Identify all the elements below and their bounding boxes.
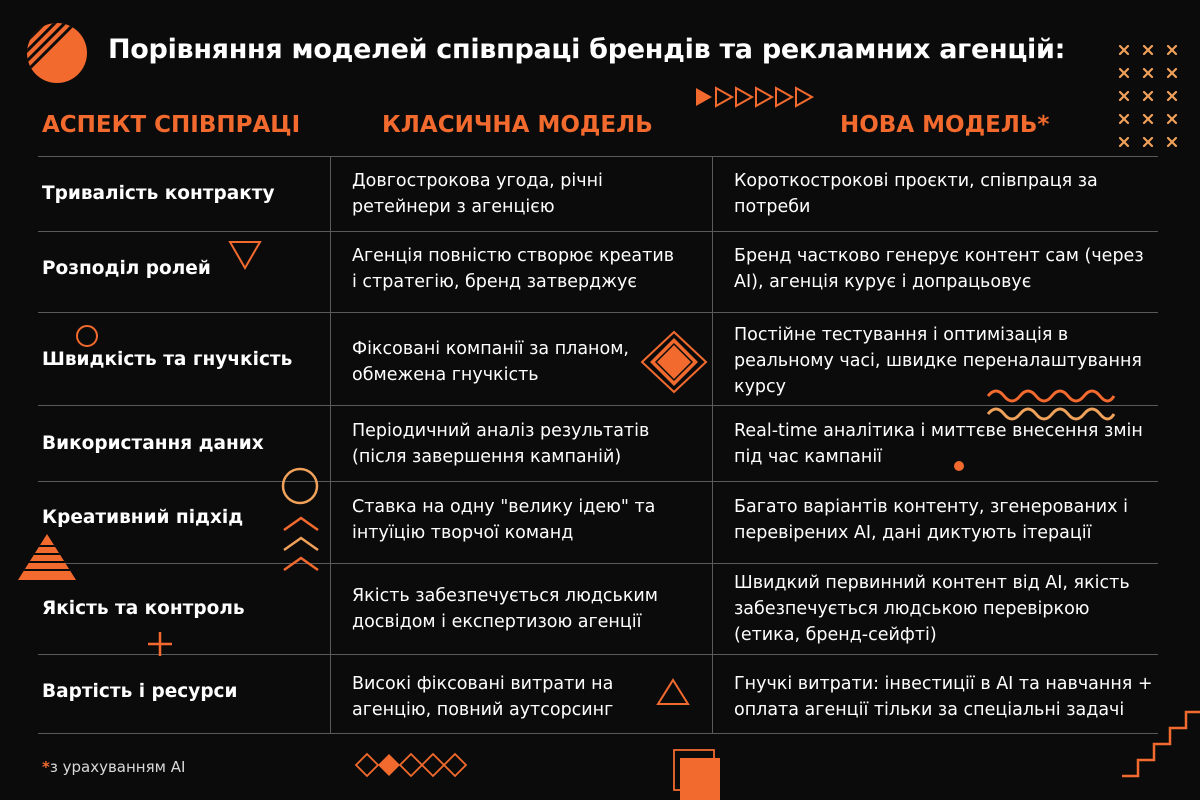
row-divider — [38, 312, 1158, 313]
row-divider — [38, 654, 1158, 655]
row-new-roles: Бренд частково генерує контент сам (через AI), агенція курує і допрацьовує — [734, 246, 1144, 292]
wave-decoration — [986, 384, 1116, 424]
footnote-star: * — [42, 758, 50, 776]
row-classic-data: Періодичний аналіз результатів (після завершення кампаній) — [352, 421, 650, 467]
striped-triangle-decoration — [16, 532, 78, 582]
small-triangle-decoration — [656, 678, 690, 706]
row-divider — [38, 733, 1158, 734]
row-aspect-contract-duration: Тривалість контракту — [42, 183, 275, 204]
squares-decoration — [672, 748, 722, 800]
row-classic-contract-duration: Довгострокова угода, річні ретейнери з агенцією — [352, 171, 603, 217]
row-aspect-speed: Швидкість та гнучкість — [42, 349, 293, 370]
row-divider — [38, 231, 1158, 232]
dot-decoration — [953, 460, 965, 472]
column-divider — [330, 156, 331, 733]
row-aspect-quality: Якість та контроль — [42, 598, 245, 619]
striped-circle-decoration — [26, 22, 88, 84]
row-new-speed: Постійне тестування і оптимізація в реальному часі, швидке переналаштування курсу — [734, 325, 1142, 397]
diamond-decoration — [634, 330, 714, 394]
page-title: Порівняння моделей співпраці брендів та рекламних агенцій: — [108, 34, 1066, 65]
row-classic-quality: Якість забезпечується людським досвідом і експертизою агенції — [352, 586, 659, 632]
row-classic-speed: Фіксовані компанії за планом, обмежена гнучкість — [352, 339, 629, 385]
row-divider — [38, 156, 1158, 157]
row-classic-creative: Ставка на одну "велику ідею" та інтуїцію творчої команд — [352, 497, 656, 543]
row-aspect-cost: Вартість і ресурси — [42, 681, 238, 702]
row-new-contract-duration: Короткострокові проєкти, співпраця за потреби — [734, 171, 1098, 217]
row-divider — [38, 481, 1158, 482]
outline-triangle-down-decoration — [228, 240, 262, 270]
row-aspect-data: Використання даних — [42, 433, 264, 454]
chevrons-up-decoration — [282, 514, 320, 578]
stairs-decoration — [1120, 694, 1200, 780]
row-aspect-creative: Креативний підхід — [42, 507, 244, 528]
row-new-creative: Багато варіантів контенту, згенерованих і перевірених AI, дані диктують ітерації — [734, 497, 1128, 543]
footnote — [42, 758, 185, 776]
column-divider — [712, 156, 713, 733]
small-circle-decoration — [75, 324, 99, 348]
column-header-aspect: АСПЕКТ СПІВПРАЦІ — [42, 112, 301, 138]
row-divider — [38, 563, 1158, 564]
row-classic-roles: Агенція повністю створює креатив і стратегію, бренд затверджує — [352, 246, 675, 292]
row-classic-cost: Високі фіксовані витрати на агенцію, повний аутсорсинг — [352, 674, 614, 720]
column-header-classic: КЛАСИЧНА МОДЕЛЬ — [382, 112, 653, 138]
column-header-new: НОВА МОДЕЛЬ* — [840, 112, 1050, 138]
cross-grid-decoration — [1118, 44, 1182, 150]
row-aspect-roles: Розподіл ролей — [42, 258, 211, 279]
row-new-quality: Швидкий первинний контент від AI, якість забезпечується людською перевіркою (етика, бренд-сейфті) — [734, 573, 1130, 645]
row-new-cost: Гнучкі витрати: інвестиції в AI та навчання + оплата агенції тільки за спеціальні задачі — [734, 674, 1153, 720]
arrows-decoration — [696, 86, 816, 108]
row-new-data: Real-time аналітика і миттєве внесення змін під час кампанії — [734, 421, 1143, 467]
footnote-text: з урахуванням AI — [49, 758, 186, 776]
circle-decoration — [280, 466, 320, 506]
diamond-row-decoration — [354, 752, 470, 778]
plus-decoration — [146, 630, 174, 658]
